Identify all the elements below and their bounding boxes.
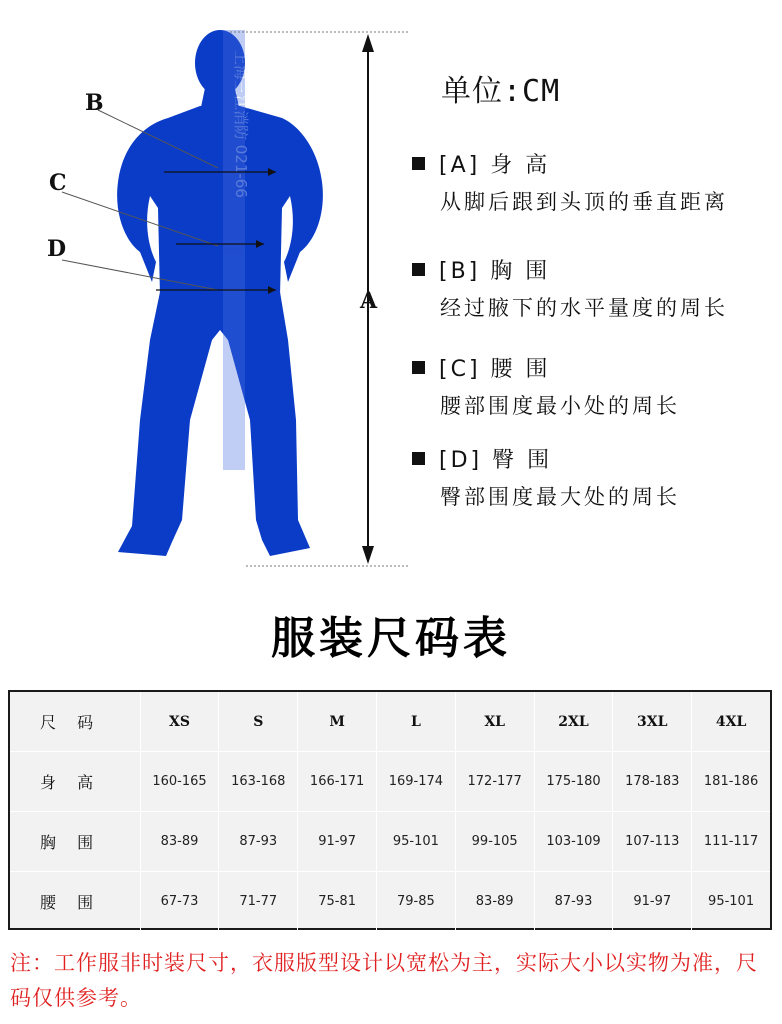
size-header: L: [377, 692, 456, 751]
table-cell: 99-105: [456, 812, 535, 871]
table-row: [10, 752, 770, 812]
table-cell: 91-97: [613, 872, 692, 931]
legend-item-waist: [412, 352, 680, 420]
size-header: 2XL: [535, 692, 614, 751]
table-cell: 87-93: [535, 872, 614, 931]
bullet-icon: [412, 157, 425, 170]
table-row: [10, 872, 770, 931]
table-cell: 95-101: [708, 894, 755, 909]
legend-head: [D] 臀 围: [439, 447, 553, 473]
size-header: 3XL: [613, 692, 692, 751]
table-cell: 166-171: [298, 752, 377, 811]
label-a: A: [360, 288, 378, 314]
legend-desc: 腰部围度最小处的周长: [440, 394, 680, 418]
table-cell: 163-168: [219, 752, 298, 811]
label-c: C: [49, 170, 67, 196]
table-cell: 83-89: [456, 872, 535, 931]
table-cell: 79-85: [377, 872, 456, 931]
disclaimer-note: 注：工作服非时装尺寸，衣服版型设计以宽松为主，实际大小以实物为准，尺码仅供参考。: [10, 951, 758, 1010]
legend-head: [B] 胸 围: [439, 258, 551, 284]
row-label: 胸 围: [10, 812, 141, 871]
table-cell: 181-186: [703, 774, 759, 789]
table-cell: 172-177: [456, 752, 535, 811]
legend-head: [A] 身 高: [439, 152, 551, 178]
table-cell: 107-113: [613, 812, 692, 871]
table-cell: 169-174: [377, 752, 456, 811]
size-header: M: [298, 692, 377, 751]
table-row: [10, 812, 770, 872]
table-cell: 95-101: [377, 812, 456, 871]
legend-desc: 经过腋下的水平量度的周长: [440, 296, 728, 320]
legend-item-hip: [412, 443, 680, 511]
label-d: D: [47, 236, 67, 262]
size-header: 4XL: [715, 713, 747, 730]
table-title: 服装尺码表: [271, 613, 511, 664]
body-silhouette: [117, 30, 323, 556]
unit-label: 单位:CM: [441, 74, 561, 109]
table-cell: 160-165: [141, 752, 220, 811]
size-header: S: [219, 692, 298, 751]
table-cell: 83-89: [141, 812, 220, 871]
legend-item-height: [412, 148, 728, 216]
table-cell: 178-183: [613, 752, 692, 811]
legend-item-chest: [412, 254, 728, 322]
bullet-icon: [412, 361, 425, 374]
table-cell: 67-73: [141, 872, 220, 931]
size-header: XL: [456, 692, 535, 751]
table-cell: 91-97: [298, 812, 377, 871]
size-header: XS: [141, 692, 220, 751]
label-b: B: [85, 90, 104, 116]
table-cell: 71-77: [219, 872, 298, 931]
table-cell: 87-93: [219, 812, 298, 871]
bullet-icon: [412, 263, 425, 276]
legend-head: [C] 腰 围: [439, 356, 551, 382]
header-label: 尺 码: [10, 692, 141, 751]
table-cell: 111-117: [703, 834, 759, 849]
watermark-text: 上海三江消防 021-66: [232, 50, 250, 198]
size-table: [8, 690, 772, 930]
row-label: 腰 围: [10, 872, 141, 931]
row-label: 身 高: [10, 752, 141, 811]
table-cell: 175-180: [535, 752, 614, 811]
table-cell: 103-109: [535, 812, 614, 871]
table-header-row: [10, 692, 770, 752]
table-cell: 75-81: [298, 872, 377, 931]
bullet-icon: [412, 452, 425, 465]
legend-desc: 从脚后跟到头顶的垂直距离: [440, 190, 728, 214]
legend-desc: 臀部围度最大处的周长: [440, 485, 680, 509]
